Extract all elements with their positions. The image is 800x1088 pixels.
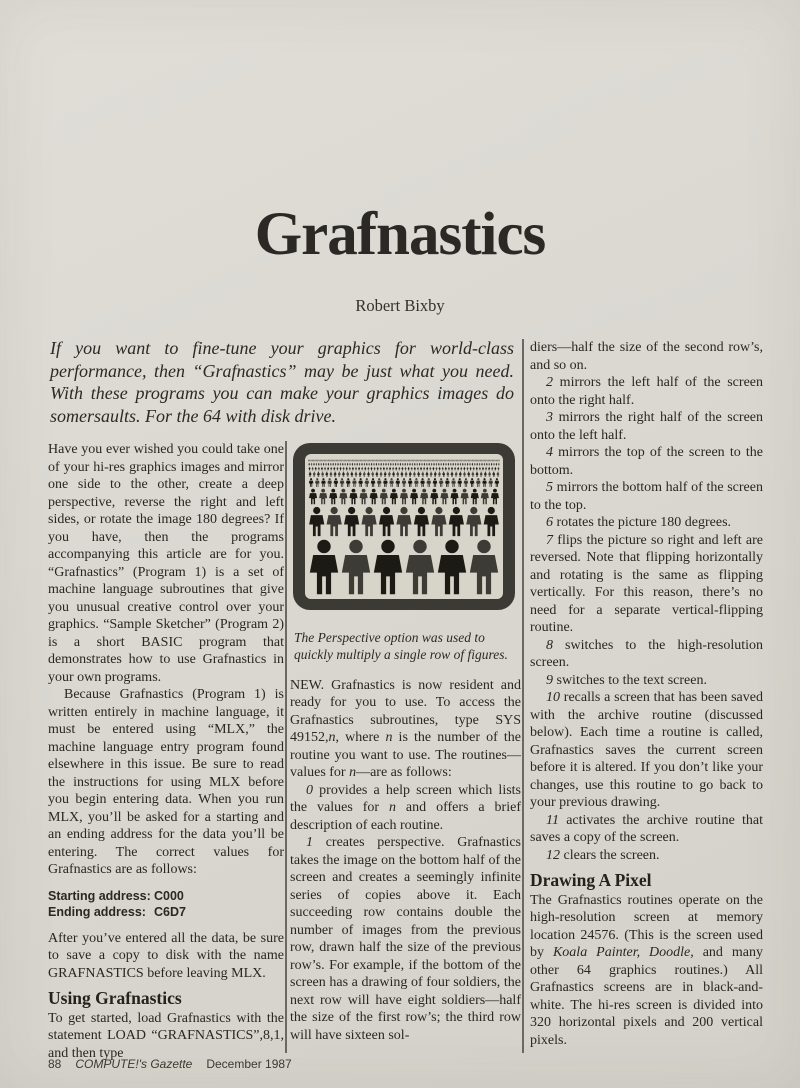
text-run: mirrors the right half of the screen onto the left half.: [530, 410, 763, 443]
text-run: mirrors the bottom half of the screen to the top.: [530, 480, 763, 513]
address-label: Ending address:: [48, 905, 146, 919]
text-run: NEW. Grafnastics is now resident and ready for you to use. To access the Grafnastics subroutines, type SYS 49152,: [290, 677, 521, 745]
text-run: activates the archive routine that saves a copy of the screen.: [530, 812, 763, 845]
address-value: C6D7: [154, 905, 186, 919]
text-run: switches to the text screen.: [553, 672, 707, 688]
text-run: is the number of the routine you want to use. The routines—values for: [290, 730, 521, 780]
text-run: mirrors the left half of the screen onto the right half.: [530, 375, 763, 408]
text-run: —are as follows:: [356, 765, 452, 780]
article-paragraph: [530, 339, 763, 374]
text-run: , where: [335, 730, 386, 745]
column-rule-right: [522, 339, 524, 1053]
text-run: mirrors the top of the screen to the bottom.: [530, 445, 763, 478]
article-paragraph: [530, 514, 763, 532]
article-paragraph: [530, 532, 763, 637]
italic-text: 12: [546, 847, 560, 863]
text-run: clears the screen.: [560, 847, 660, 863]
text-run: To get started, load Grafnastics with the statement LOAD “GRAFNASTICS”,8,1, and then type: [48, 1010, 284, 1061]
address-label: Starting address:: [48, 888, 151, 903]
article-paragraph: [530, 812, 763, 847]
article-lede: If you want to fine-tune your graphics for world-class performance, then “Grafnastics” may be just what you need. With these programs you can make your graphics images do somersaults. For the 64 with disk drive.: [50, 338, 514, 426]
page-number: 88: [48, 1057, 62, 1071]
article-paragraph: [530, 672, 763, 690]
italic-text: 1: [306, 835, 313, 850]
article-paragraph: [530, 374, 763, 409]
section-heading: Using Grafnastics: [48, 988, 182, 1008]
italic-text: n: [328, 730, 336, 745]
text-run: recalls a screen that has been saved with the archive routine (discussed below). Each time a routine is called, Grafnastics saves the current screen before it is altered. If you don’t like your changes, use this routine to go back to your previous drawing.: [530, 690, 763, 810]
text-run: creates perspective. Grafnastics takes the image on the bottom half of the screen and creates a seemingly infinite series of copies above it. Each succeeding row contains double the number of images from the previous row, drawn half the size of the previous row’s. For example, if the bottom of the screen has a drawing of four soldiers, the next row will have eight soldiers—half the size of the first row’s; the third row will have sixteen sol-: [290, 835, 521, 1043]
italic-text: 3: [546, 410, 553, 425]
italic-text: 6: [546, 515, 553, 530]
address-value: C000: [154, 888, 184, 903]
italic-text: 7: [546, 532, 553, 548]
article-paragraph: [290, 834, 521, 1044]
article-paragraph: [530, 444, 763, 479]
column-rule-left: [285, 441, 287, 1053]
article-paragraph: [530, 479, 763, 514]
article-paragraph: [48, 441, 284, 686]
page-footer: [48, 1057, 292, 1071]
text-run: and offers a brief description of each routine.: [290, 800, 521, 833]
column-middle: [290, 441, 521, 1083]
photo-caption: The Perspective option was used to quickly multiply a single row of figures.: [294, 629, 508, 662]
section-heading: Drawing A Pixel: [530, 870, 652, 890]
article-paragraph: [530, 637, 763, 672]
article-paragraph: [530, 892, 763, 1050]
text-run: provides a help screen which lists the values for: [290, 782, 521, 815]
text-run: Because Grafnastics (Program 1) is written entirely in machine language, it must be entered using “MLX,” the machine language entry program found elsewhere in this issue. Be sure to read the instructions for using MLX before you begin entering data. When you run MLX, you’ll be asked for a starting and an ending address for the data you’ll be entering. The correct values for Grafnastics are as follows:: [48, 687, 284, 877]
article-paragraph: [290, 677, 521, 782]
issue-date: December 1987: [206, 1057, 292, 1071]
italic-text: n: [385, 730, 393, 745]
italic-text: n: [349, 765, 357, 780]
italic-text: 5: [546, 480, 553, 495]
text-run: After you’ve entered all the data, be sure to save a copy to disk with the name GRAFNASTICS before leaving MLX.: [48, 930, 284, 981]
italic-text: 0: [306, 782, 313, 798]
italic-text: 11: [546, 812, 559, 828]
article-paragraph: [48, 686, 284, 879]
monitor-screenshot-svg: [292, 442, 516, 611]
column-right: [530, 339, 763, 1055]
article-title: Grafnastics: [254, 201, 546, 268]
text-run: The Grafnastics routines operate on the high-resolution screen at memory location 24576. (This is the screen used by: [530, 892, 763, 960]
address-row: [48, 904, 284, 921]
italic-text: 9: [546, 672, 553, 688]
article-byline: Robert Bixby: [355, 296, 445, 315]
address-row: [48, 888, 284, 905]
article-paragraph: [530, 847, 763, 865]
column-middle-text: [290, 677, 521, 1045]
address-table: [48, 888, 284, 921]
magazine-name: COMPUTE!'s Gazette: [75, 1057, 193, 1071]
text-run: flips the picture so right and left are reversed. Note that flipping horizontally and rotating is the same as flipping vertically. For this reason, there’s no need for a separate vertical-flipping routine.: [530, 532, 763, 635]
italic-text: 2: [546, 375, 553, 390]
italic-text: 4: [546, 445, 553, 460]
text-run: rotates the picture 180 degrees.: [553, 515, 732, 530]
text-run: switches to the high-resolution screen.: [530, 637, 763, 670]
column-left: [48, 441, 284, 1061]
italic-text: n: [389, 800, 396, 815]
article-paragraph: [48, 1010, 284, 1063]
article-paragraph: [290, 782, 521, 835]
article-paragraph: [530, 689, 763, 812]
text-run: diers—half the size of the second row’s, and so on.: [530, 340, 763, 373]
italic-text: 8: [546, 637, 553, 653]
italic-text: 10: [546, 690, 560, 705]
text-run: and many other 64 graphics routines.) All Grafnastics screens are in black-and-white. The hi-res screen is divided into 320 horizontal pixels and 200 vertical pixels.: [530, 945, 763, 1048]
italic-text: Koala Painter, Doodle,: [552, 945, 694, 960]
article-paragraph: [530, 409, 763, 444]
article-photo: [292, 442, 521, 617]
article-paragraph: [48, 930, 284, 983]
text-run: Have you ever wished you could take one of your hi-res graphics images and mirror one side to the other, create a deep perspective, reverse the right and left sides, or rotate the image 180 degrees? If you have, then the programs accompanying this article are for you. “Grafnastics” (Program 1) is a set of machine language subroutines that give you unusual creative control over your graphics. “Sample Sketcher” (Program 2) is a short BASIC program that demonstrates how to use Grafnastics in your own programs.: [48, 442, 284, 685]
